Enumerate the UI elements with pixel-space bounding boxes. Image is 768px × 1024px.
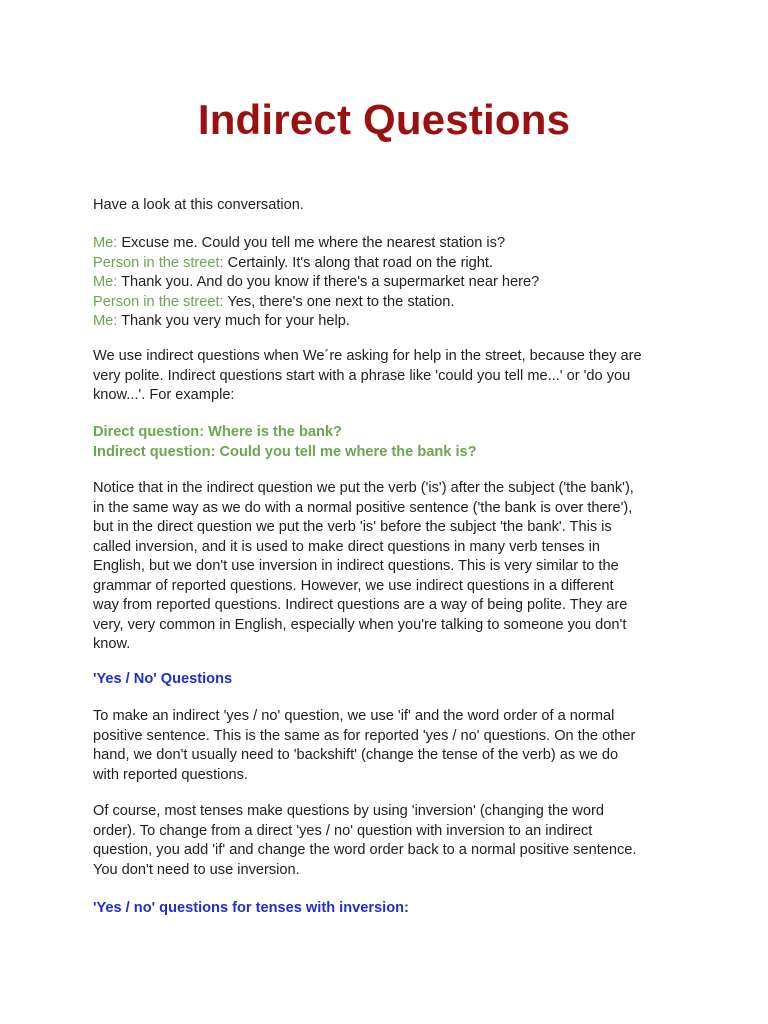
speaker-label: Me: bbox=[93, 235, 118, 251]
conversation-text: Thank you very much for your help. bbox=[117, 313, 350, 329]
paragraph-yes-no bbox=[93, 707, 683, 785]
conversation bbox=[93, 234, 683, 332]
text-line: hand, we don't usually need to 'backshift' (change the tense of the verb) as we do bbox=[93, 747, 619, 763]
text-line: called inversion, and it is used to make direct questions in many verb tenses in bbox=[93, 538, 600, 555]
section-heading-inversion: 'Yes / no' questions for tenses with inversion: bbox=[93, 900, 409, 916]
text-line: in the same way as we do with a normal positive sentence ('the bank is over there'), bbox=[93, 499, 633, 516]
text-line: way from reported questions. Indirect questions are a way of being polite. They are bbox=[93, 597, 628, 613]
text-line: very, very common in English, especially when you're talking to someone you don't bbox=[93, 616, 627, 633]
text-line: positive sentence. This is the same as for reported 'yes / no' questions. On the other bbox=[93, 727, 636, 744]
conversation-line bbox=[93, 234, 683, 254]
conversation-line bbox=[93, 293, 683, 313]
indirect-question-example: Indirect question: Could you tell me where the bank is? bbox=[93, 443, 477, 460]
text-line: English, but we don't use inversion in indirect questions. This is very similar to the bbox=[93, 558, 619, 574]
text-line: We use indirect questions when We´re asking for help in the street, because they are bbox=[93, 348, 642, 364]
text-line: Of course, most tenses make questions by using 'inversion' (changing the word bbox=[93, 803, 604, 819]
text-line: question, you add 'if' and change the word order back to a normal positive sentence. bbox=[93, 842, 637, 858]
conversation-text: Excuse me. Could you tell me where the nearest station is? bbox=[117, 235, 506, 251]
paragraph-inversion-tenses bbox=[93, 802, 683, 880]
conversation-line bbox=[93, 254, 683, 274]
text-line: but in the direct question we put the verb 'is' before the subject 'the bank'. This is bbox=[93, 519, 612, 535]
text-line: grammar of reported questions. However, we use indirect questions in a different bbox=[93, 577, 614, 594]
text-line: very polite. Indirect questions start with a phrase like 'could you tell me...' or 'do you bbox=[93, 367, 631, 384]
conversation-line bbox=[93, 312, 683, 332]
text-line: Notice that in the indirect question we put the verb ('is') after the subject ('the bank'), bbox=[93, 480, 634, 496]
text-line: know...'. For example: bbox=[93, 387, 235, 403]
page-title: Indirect Questions bbox=[197, 96, 571, 143]
text-line: know. bbox=[93, 636, 131, 652]
conversation-text: Yes, there's one next to the station. bbox=[223, 293, 455, 310]
text-line: You don't need to use inversion. bbox=[93, 861, 300, 878]
conversation-line bbox=[93, 273, 683, 293]
speaker-label: Person in the street: bbox=[93, 254, 224, 271]
text-line: with reported questions. bbox=[93, 766, 248, 783]
speaker-label: Me: bbox=[93, 274, 118, 290]
intro-text: Have a look at this conversation. bbox=[93, 197, 304, 213]
conversation-text: Thank you. And do you know if there's a supermarket near here? bbox=[117, 274, 540, 290]
text-line: To make an indirect 'yes / no' question, we use 'if' and the word order of a normal bbox=[93, 708, 615, 724]
conversation-text: Certainly. It's along that road on the right. bbox=[223, 254, 494, 271]
speaker-label: Person in the street: bbox=[93, 293, 224, 310]
text-line: order). To change from a direct 'yes / no' question with inversion to an indirect bbox=[93, 822, 593, 839]
paragraph-inversion-explanation bbox=[93, 479, 683, 655]
example-questions bbox=[93, 423, 683, 462]
direct-question-example: Direct question: Where is the bank? bbox=[93, 424, 342, 440]
paragraph-indirect-intro bbox=[93, 347, 683, 406]
section-heading-yes-no: 'Yes / No' Questions bbox=[93, 671, 233, 687]
speaker-label: Me: bbox=[93, 313, 118, 329]
